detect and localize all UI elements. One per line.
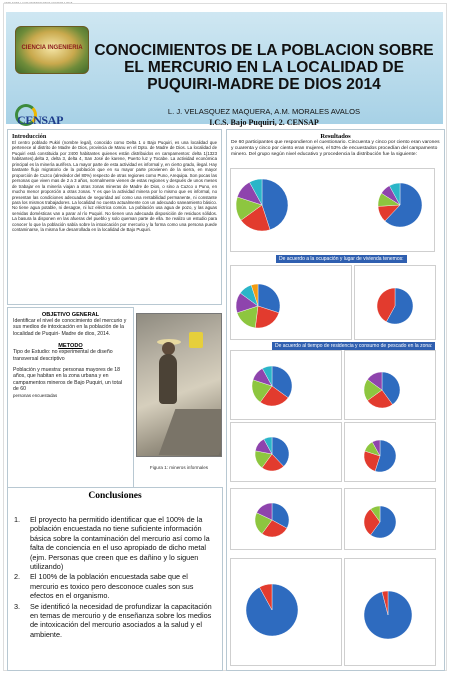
residence-band: De acuerdo al tiempo de residencia y consumo de pescado en la zona:	[272, 342, 435, 350]
conclusions-title: Conclusiones	[88, 491, 142, 501]
introduction-text: El centro poblado Pukiri (nombre legal), conocido como Delta 1 o Bajo Puquiri, es una localidad que pertenece al distrito de Madre de Dios, provincia de Manu en el Dpto. de Madre de Dios. La localidad de Puquiri está constituida por 2400 habitantes quienes están distribuidos en campamentos: delta 1(1323 habitantes),delta 2, delta 3, delta 4, San José de karene, Puerto luz y Tocabe. La actividad económica principal es la minería aurífera. La mayor parte de esta actividad es informal y, en cierto grado, ilegal. Hay bastante flujo migratorio de la población que en su mayor parte provienen de la sierra, en mayor proporción de Cuzco (alrededor del 80%) respecto de otras regiones como Puno, Arequipa. Son pocas las personas que viven mas de 2 a 3 años, normalmente vienen de estas regiones y después de unos meses de trabajar en la minería viajan a otras zonas mineras de Madre de Dios, o sino a Cuzco o Puno, en mucho menor proporción a otras zonas. Y es que la actividad minera por lo mismo que es informal, no presentan las condiciones adecuadas de seguridad así como una rentabilidad permanente, ni constante para los mismos trabajadores. La localidad no cuenta actualmente con un adecuado saneamiento básico. No tiene agua potable, ni desagüe, ni luz eléctrica común. La población usa agua de pozo, y las aguas servidas domésticas van a parar al río Puquiri. No tienen una adecuada disposición de residuos sólidos. La basura la disponen en las afueras del pueblo y solo queman parte de ella. Se realizo un estudio para conocer lo que la población sabía sobre la intoxicación por mercurio y la forma como una persona puede contaminarse, la misma fue desarrollada en la localidad de Bajo Puquiri.	[12, 140, 217, 233]
poster-title: CONOCIMIENTOS DE LA POBLACION SOBRE EL MERCURIO EN LA LOCALIDAD DE PUQUIRI-MADRE DE DIOS 2014	[94, 42, 434, 93]
objective-title: OBJETIVO GENERAL	[41, 312, 100, 318]
conclusion-number: 2.	[14, 572, 21, 582]
conclusion-number: 1.	[14, 515, 21, 524]
figure-caption: Figura 1: mineros informales	[149, 465, 209, 470]
results-text: De 60 participantes que respondieron el cuestionario. Cincuenta y cinco por ciento eran varones y cuarenta y cinco por ciento eran mujeres, el 53% de encuestados procedían del campamento minero. Del grupo según nivel educativo y procedencia la distribución fue la siguiente:	[231, 140, 440, 157]
results-title: Resultados	[320, 133, 351, 140]
method-text-surveyed: personas encuestadas	[13, 392, 58, 398]
conclusion-text: El 100% de la población encuestada sabe que el mercurio es toxico pero desconoce cuales son sus efectos en el organismo.	[30, 572, 194, 601]
poster-authors: L. J. VELASQUEZ MAQUERA, A.M. MORALES AVALOS	[167, 107, 361, 116]
introduction-title: Introducción	[12, 133, 47, 140]
poster-institution: I.C.S. Bajo Puquiri, 2. CENSAP	[209, 118, 319, 127]
method-title: METODO	[58, 343, 83, 350]
occupation-band: De acuerdo a la ocupación y lugar de vivienda tenemos:	[276, 255, 407, 263]
conclusion-text: El proyecto ha permitido identificar que el 100% de la población encuestada no tiene suficiente información básica sobre la contaminación del mercurio así como la falta de conciencia en el uso apropiado de dicho metal (ejm. Personas que creen que es dañino y lo siguen utilizando)	[30, 515, 210, 572]
conclusion-text: Se identificó la necesidad de profundizar la capacitación en temas de mercurio y de enseñanza sobre los medios de intoxicación del mercurio asociados a la salud y el ambiente.	[30, 601, 212, 639]
method-text-type: Tipo de Estudio: no experimental de diseño transversal descriptivo	[13, 349, 113, 362]
conclusion-number: 3.	[14, 601, 21, 611]
censap-logo-name: CENSAP	[17, 113, 64, 127]
objective-text: Identificar el nivel de conocimiento del mercurio y sus medios de intoxicación en la población de la localidad de Puquiri- Madre de dios, 2014.	[13, 318, 127, 337]
method-text-population: Población y muestra: personas mayores de 18 años, que habitan en la zona urbana y en campamentos mineros de Bajo Puquiri, un total de 60	[13, 367, 122, 393]
university-logo-text: CIENCIA INGENIERIA	[21, 45, 83, 51]
